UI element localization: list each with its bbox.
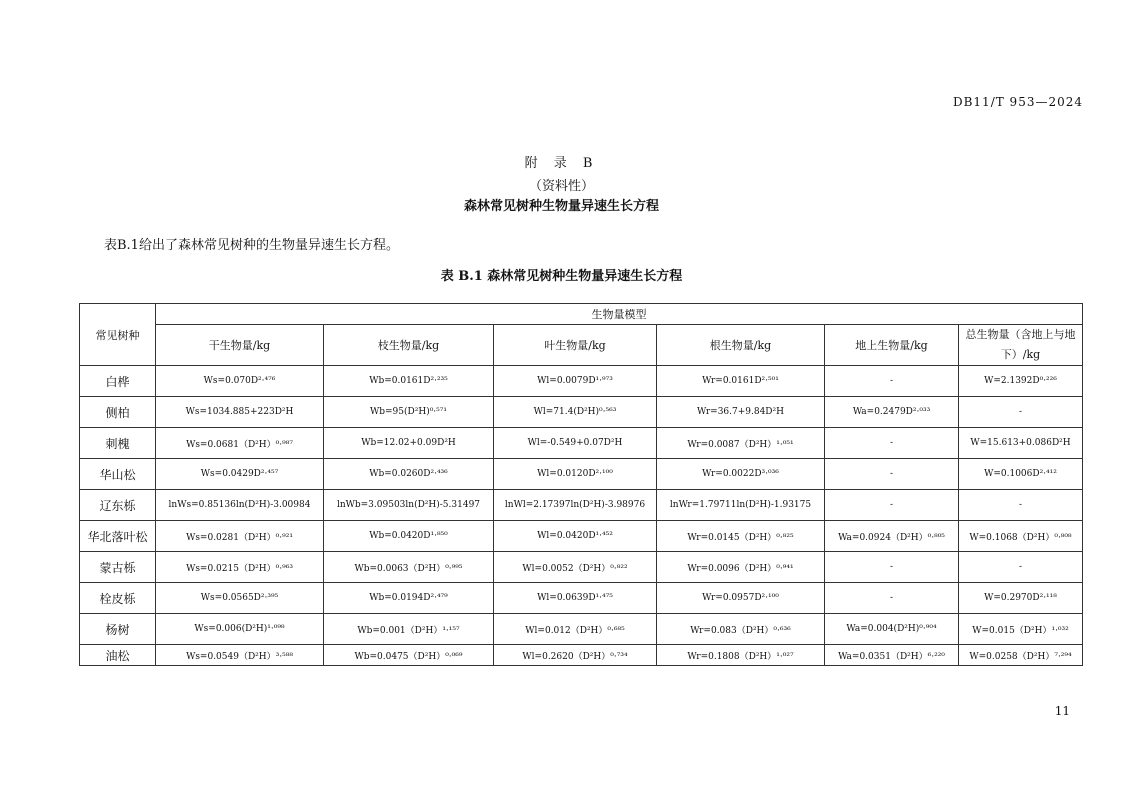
root-equation: Wr=0.0957D²·¹⁰⁰ xyxy=(657,583,825,614)
aboveground-equation: Wa=0.0924（D²H）⁰·⁸⁰⁵ xyxy=(825,521,959,552)
branch-equation: Wb=0.0063（D²H）⁰·⁹⁹⁵ xyxy=(324,552,494,583)
leaf-equation: Wl=0.2620（D²H）⁰·⁷³⁴ xyxy=(494,645,657,666)
root-equation: Wr=36.7+9.84D²H xyxy=(657,397,825,428)
root-equation: lnWr=1.79711ln(D²H)-1.93175 xyxy=(657,490,825,521)
aboveground-equation: Wa=0.2479D²·⁰³³ xyxy=(825,397,959,428)
table-row xyxy=(80,614,1083,645)
table-row xyxy=(80,459,1083,490)
stem-equation: lnWs=0.85136ln(D²H)-3.00984 xyxy=(156,490,324,521)
appendix-heading: 森林常见树种生物量异速生长方程 xyxy=(463,199,659,214)
total-equation: W=2.1392D⁰·²²⁶ xyxy=(959,366,1083,397)
aboveground-equation: - xyxy=(825,428,959,459)
aboveground-equation: - xyxy=(825,459,959,490)
leaf-equation: Wl=0.0120D²·¹⁰⁰ xyxy=(494,459,657,490)
intro-paragraph: 表B.1给出了森林常见树种的生物量异速生长方程。 xyxy=(104,238,399,253)
root-equation: Wr=0.0096（D²H）⁰·⁹⁴¹ xyxy=(657,552,825,583)
appendix-nature: （资料性） xyxy=(528,179,594,194)
branch-equation: Wb=0.0260D²·⁴³⁶ xyxy=(324,459,494,490)
leaf-equation: Wl=0.0079D¹·⁹⁷³ xyxy=(494,366,657,397)
biomass-equation-table xyxy=(79,303,1083,666)
table-row xyxy=(80,397,1083,428)
total-equation: W=0.015（D²H）¹·⁰³² xyxy=(959,614,1083,645)
column-header-total: 总生物量（含地上与地下）/kg xyxy=(959,325,1083,366)
stem-equation: Ws=0.070D²·⁴⁷⁶ xyxy=(156,366,324,397)
total-equation: W=0.1068（D²H）⁰·⁸⁰⁸ xyxy=(959,521,1083,552)
root-equation: Wr=0.0087（D²H）¹·⁰⁵¹ xyxy=(657,428,825,459)
appendix-title: 附 录 B xyxy=(524,156,599,171)
stem-equation: Ws=0.0281（D²H）⁰·⁹²¹ xyxy=(156,521,324,552)
table-row xyxy=(80,428,1083,459)
total-equation: - xyxy=(959,397,1083,428)
leaf-equation: Wl=-0.549+0.07D²H xyxy=(494,428,657,459)
root-equation: Wr=0.083（D²H）⁰·⁶³⁶ xyxy=(657,614,825,645)
species-name: 侧柏 xyxy=(80,397,156,428)
stem-equation: Ws=0.0681（D²H）⁰·⁹⁸⁷ xyxy=(156,428,324,459)
total-equation: - xyxy=(959,552,1083,583)
column-header-leaf: 叶生物量/kg xyxy=(494,325,657,366)
species-name: 华山松 xyxy=(80,459,156,490)
leaf-equation: Wl=0.0052（D²H）⁰·⁸²² xyxy=(494,552,657,583)
species-name: 辽东栎 xyxy=(80,490,156,521)
leaf-equation: Wl=0.0639D¹·⁴⁷⁵ xyxy=(494,583,657,614)
leaf-equation: lnWl=2.17397ln(D²H)-3.98976 xyxy=(494,490,657,521)
table-row xyxy=(80,521,1083,552)
root-equation: Wr=0.0145（D²H）⁰·⁸²⁵ xyxy=(657,521,825,552)
model-header: 生物量模型 xyxy=(156,304,1083,325)
aboveground-equation: - xyxy=(825,490,959,521)
leaf-equation: Wl=71.4(D²H)⁰·⁵⁶³ xyxy=(494,397,657,428)
branch-equation: Wb=0.0420D¹·⁸⁵⁰ xyxy=(324,521,494,552)
stem-equation: Ws=1034.885+223D²H xyxy=(156,397,324,428)
column-header-aboveground: 地上生物量/kg xyxy=(825,325,959,366)
branch-equation: Wb=0.0475（D²H）⁰·⁰⁶⁹ xyxy=(324,645,494,666)
stem-equation: Ws=0.0565D²·³⁹⁵ xyxy=(156,583,324,614)
stem-equation: Ws=0.0429D²·⁴⁵⁷ xyxy=(156,459,324,490)
standard-code: DB11/T 953—2024 xyxy=(952,95,1083,109)
leaf-equation: Wl=0.0420D¹·⁴⁵² xyxy=(494,521,657,552)
branch-equation: Wb=0.0161D²·²³⁵ xyxy=(324,366,494,397)
aboveground-equation: - xyxy=(825,583,959,614)
total-equation: W=0.2970D²·¹¹⁸ xyxy=(959,583,1083,614)
root-equation: Wr=0.0161D²·⁵⁰¹ xyxy=(657,366,825,397)
branch-equation: Wb=0.0194D²·⁴⁷⁹ xyxy=(324,583,494,614)
table-row xyxy=(80,645,1083,666)
species-name: 油松 xyxy=(80,645,156,666)
aboveground-equation: Wa=0.0351（D²H）⁶·²²⁰ xyxy=(825,645,959,666)
total-equation: W=0.0258（D²H）⁷·²⁹⁴ xyxy=(959,645,1083,666)
species-name: 白桦 xyxy=(80,366,156,397)
column-header-root: 根生物量/kg xyxy=(657,325,825,366)
species-name: 华北落叶松 xyxy=(80,521,156,552)
column-header-stem: 干生物量/kg xyxy=(156,325,324,366)
aboveground-equation: - xyxy=(825,552,959,583)
stem-equation: Ws=0.0549（D²H）³·⁵⁸⁸ xyxy=(156,645,324,666)
species-header: 常见树种 xyxy=(80,304,156,366)
total-equation: W=0.1006D²·⁴¹² xyxy=(959,459,1083,490)
branch-equation: Wb=12.02+0.09D²H xyxy=(324,428,494,459)
leaf-equation: Wl=0.012（D²H）⁰·⁶⁸⁵ xyxy=(494,614,657,645)
table-row xyxy=(80,552,1083,583)
table-row xyxy=(80,583,1083,614)
species-name: 杨树 xyxy=(80,614,156,645)
aboveground-equation: Wa=0.004(D²H)⁰·⁹⁰⁴ xyxy=(825,614,959,645)
page-number: 11 xyxy=(1054,704,1070,718)
species-name: 刺槐 xyxy=(80,428,156,459)
column-header-branch: 枝生物量/kg xyxy=(324,325,494,366)
branch-equation: lnWb=3.09503ln(D²H)-5.31497 xyxy=(324,490,494,521)
stem-equation: Ws=0.0215（D²H）⁰·⁹⁶³ xyxy=(156,552,324,583)
root-equation: Wr=0.0022D³·⁰³⁶ xyxy=(657,459,825,490)
table-row xyxy=(80,366,1083,397)
branch-equation: Wb=95(D²H)⁰·⁵⁷¹ xyxy=(324,397,494,428)
root-equation: Wr=0.1808（D²H）¹·⁰²⁷ xyxy=(657,645,825,666)
table-row xyxy=(80,490,1083,521)
table-caption: 表 B.1 森林常见树种生物量异速生长方程 xyxy=(440,269,683,284)
species-name: 栓皮栎 xyxy=(80,583,156,614)
aboveground-equation: - xyxy=(825,366,959,397)
branch-equation: Wb=0.001（D²H）¹·¹⁵⁷ xyxy=(324,614,494,645)
total-equation: - xyxy=(959,490,1083,521)
stem-equation: Ws=0.006(D²H)¹·⁰⁹⁸ xyxy=(156,614,324,645)
species-name: 蒙古栎 xyxy=(80,552,156,583)
total-equation: W=15.613+0.086D²H xyxy=(959,428,1083,459)
